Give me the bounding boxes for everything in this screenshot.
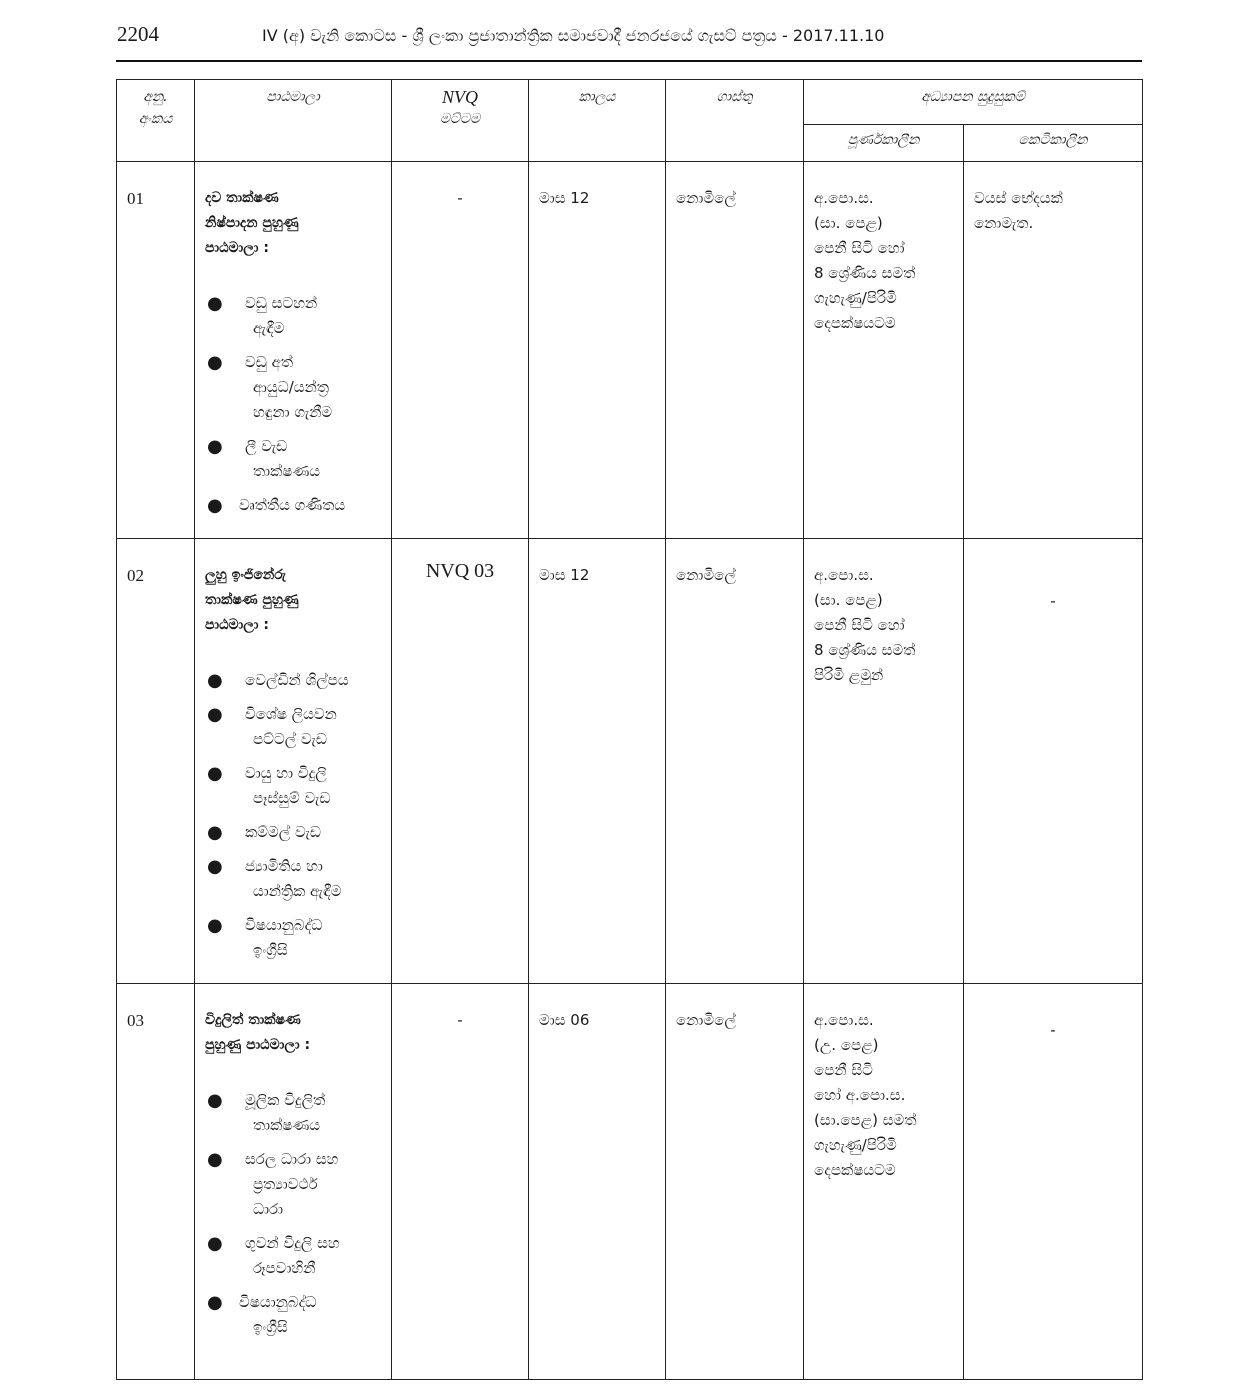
part-time-value: - <box>1050 592 1056 610</box>
nvq-header <box>392 80 529 162</box>
course-title-line: තාක්ෂණ පුහුණු <box>205 592 299 608</box>
bullet-icon: ● <box>207 1233 223 1254</box>
module-line: වඩු සටහන් <box>245 294 318 312</box>
module-line: ලී වැඩ <box>245 437 288 455</box>
requirement-line: (සා.පෙළ) සමත් <box>814 1111 917 1129</box>
course-title-line: ලුහු ඉංජිනේරු <box>205 567 286 583</box>
bullet-icon: ● <box>207 915 223 936</box>
course-cell <box>195 984 392 1380</box>
module-line: විෂයානුබද්ධ <box>245 916 323 934</box>
module-line: තාක්ෂණය <box>253 1116 321 1134</box>
fee-cell: නොමිලේ <box>666 984 804 1380</box>
duration-header: කාලය <box>529 80 666 162</box>
module-line: පට්ටල් වැඩ <box>253 730 328 748</box>
module-line: රූපවාහිනී <box>253 1259 316 1277</box>
course-title-line: පුහුණු පාඨමාලා : <box>205 1037 311 1053</box>
module-line: ජ්‍යාමිතිය හා <box>245 857 323 875</box>
requirement-line: පෙනී සිටි හෝ <box>814 616 905 634</box>
requirement-line: පෙනී සිටි <box>814 1061 873 1079</box>
course-title <box>205 186 381 261</box>
module-line: වඩු අත් <box>245 353 294 371</box>
module-line: වෙල්ඩින් ශිල්පය <box>245 671 349 689</box>
bullet-icon: ● <box>207 1292 223 1313</box>
module-list <box>205 668 381 963</box>
full-time-cell <box>804 539 964 984</box>
full-time-cell <box>804 984 964 1380</box>
list-item <box>205 761 381 811</box>
list-item <box>205 493 381 518</box>
module-line: සරල ධාරා සහ <box>245 1150 339 1168</box>
course-cell <box>195 162 392 539</box>
fee-cell: නොමිලේ <box>666 539 804 984</box>
module-line: ප්‍රත්‍යාවර්ථ <box>253 1175 318 1193</box>
module-line: ගුවන් විදුලි සහ <box>245 1234 340 1252</box>
nvq-header-line: මට්ටම <box>439 111 481 127</box>
module-line: ඉංග්‍රීසි <box>253 1318 288 1336</box>
part-time-value: - <box>1050 1021 1056 1039</box>
courses-table <box>116 79 1143 1380</box>
module-line: වායු හා විදුලි <box>245 764 327 782</box>
course-title-line: පාඨමාලා : <box>205 240 269 256</box>
full-time-cell <box>804 162 964 539</box>
requirement-line: (උ. පෙළ) <box>814 1036 879 1054</box>
requirement-line: අ.පො.ස. <box>814 1011 874 1029</box>
module-line: හඳුනා ගැනීම <box>253 403 333 421</box>
list-item <box>205 434 381 484</box>
module-list <box>205 291 381 518</box>
serial-header <box>117 80 195 162</box>
qualifications-header: අධ්‍යාපන සුදුසුකම් <box>804 80 1143 125</box>
duration-cell: මාස 12 <box>529 162 666 539</box>
module-line: ධාරා <box>253 1200 284 1218</box>
module-line: ඉංග්‍රීසි <box>253 941 288 959</box>
list-item <box>205 350 381 425</box>
bullet-icon: ● <box>207 856 223 877</box>
course-title-line: විදුලිත් තාක්ෂණ <box>205 1012 301 1028</box>
course-title-line: දව තාක්ෂණ <box>205 190 279 206</box>
page-number: 2204 <box>117 22 159 46</box>
part-time-cell <box>964 162 1143 539</box>
serial-cell: 01 <box>117 162 195 539</box>
nvq-header-line: NVQ <box>442 87 478 107</box>
header-rule <box>116 60 1142 62</box>
table-row <box>117 984 1143 1380</box>
header-row-1 <box>117 80 1143 125</box>
requirement-line: 8 ශ්‍රේණිය සමත් <box>814 264 916 282</box>
requirement-line: (සා. පෙළ) <box>814 214 883 232</box>
list-item <box>205 913 381 963</box>
part-time-cell <box>964 984 1143 1380</box>
module-line: මූලික විදුලිත් <box>245 1091 326 1109</box>
serial-cell: 02 <box>117 539 195 984</box>
duration-cell: මාස 12 <box>529 539 666 984</box>
bullet-icon: ● <box>207 1090 223 1111</box>
list-item <box>205 1147 381 1222</box>
course-header: පාඨමාලා <box>195 80 392 162</box>
module-line: ඇඳීම <box>253 319 285 337</box>
list-item <box>205 1088 381 1138</box>
module-line: පෑස්සුම් වැඩ <box>253 789 331 807</box>
full-time-header: පූර්ණකාලීන <box>804 125 964 162</box>
module-list <box>205 1088 381 1340</box>
nvq-cell: - <box>392 162 529 539</box>
list-item <box>205 668 381 693</box>
bullet-icon: ● <box>207 704 223 725</box>
list-item <box>205 854 381 904</box>
table-row <box>117 539 1143 984</box>
requirement-line: ගැහැණු/පිරිමි <box>814 289 897 307</box>
module-line: විශේෂ ලියවන <box>245 705 337 723</box>
requirement-line: ගැහැණු/පිරිමි <box>814 1136 897 1154</box>
table-row <box>117 162 1143 539</box>
bullet-icon: ● <box>207 763 223 784</box>
course-title <box>205 563 381 638</box>
course-title-line: නිෂ්පාදන පුහුණු <box>205 215 299 231</box>
course-title <box>205 1008 381 1058</box>
part-time-cell <box>964 539 1143 984</box>
bullet-icon: ● <box>207 495 223 516</box>
course-cell <box>195 539 392 984</box>
duration-cell: මාස 06 <box>529 984 666 1380</box>
bullet-icon: ● <box>207 436 223 457</box>
requirement-line: 8 ශ්‍රේණිය සමත් <box>814 641 916 659</box>
requirement-line: (සා. පෙළ) <box>814 591 883 609</box>
requirement-line: අ.පො.ස. <box>814 189 874 207</box>
running-head: IV (අ) වැනි කොටස - ශ්‍රී ලංකා ප්‍රජාතාන්ත්‍රික සමාජවාදී ජනරජයේ ගැසට් පත්‍රය - 2017.11.10 <box>262 26 885 45</box>
nvq-cell: - <box>392 984 529 1380</box>
fee-header: ගාස්තු <box>666 80 804 162</box>
requirement-line: දෙපක්ෂයටම <box>814 314 896 332</box>
part-time-header: කෙටිකාලීන <box>964 125 1143 162</box>
module-line: කම්මල් වැඩ <box>245 823 322 841</box>
course-title-line: පාඨමාලා : <box>205 617 269 633</box>
serial-header-line: අනු. <box>143 89 168 105</box>
requirement-line: පෙනී සිටි හෝ <box>814 239 905 257</box>
fee-cell: නොමිලේ <box>666 162 804 539</box>
list-item <box>205 820 381 845</box>
module-line: තාක්ෂණය <box>253 462 321 480</box>
module-line: විෂයානුබද්ධ <box>239 1293 317 1311</box>
requirement-line: පිරිමි ළමුන් <box>814 666 884 684</box>
module-line: යාන්ත්‍රික ඇඳීම <box>253 882 342 900</box>
bullet-icon: ● <box>207 670 223 691</box>
nvq-value: NVQ 03 <box>425 560 495 582</box>
list-item <box>205 291 381 341</box>
requirement-line: දෙපක්ෂයටම <box>814 1161 896 1179</box>
bullet-icon: ● <box>207 822 223 843</box>
module-line: ආයුධ/යන්ත්‍ර <box>253 378 329 396</box>
nvq-cell <box>392 539 529 984</box>
requirement-line: වයස් භේදයක් <box>974 189 1063 207</box>
module-line: වෘත්තීය ගණිතය <box>239 496 346 514</box>
list-item <box>205 1231 381 1281</box>
requirement-line: අ.පො.ස. <box>814 566 874 584</box>
requirement-line: නොමැත. <box>974 214 1034 232</box>
serial-cell: 03 <box>117 984 195 1380</box>
bullet-icon: ● <box>207 352 223 373</box>
serial-header-line: අංකය <box>138 111 173 127</box>
bullet-icon: ● <box>207 1149 223 1170</box>
list-item <box>205 702 381 752</box>
bullet-icon: ● <box>207 293 223 314</box>
list-item <box>205 1290 381 1340</box>
requirement-line: හෝ අ.පො.ස. <box>814 1086 906 1104</box>
